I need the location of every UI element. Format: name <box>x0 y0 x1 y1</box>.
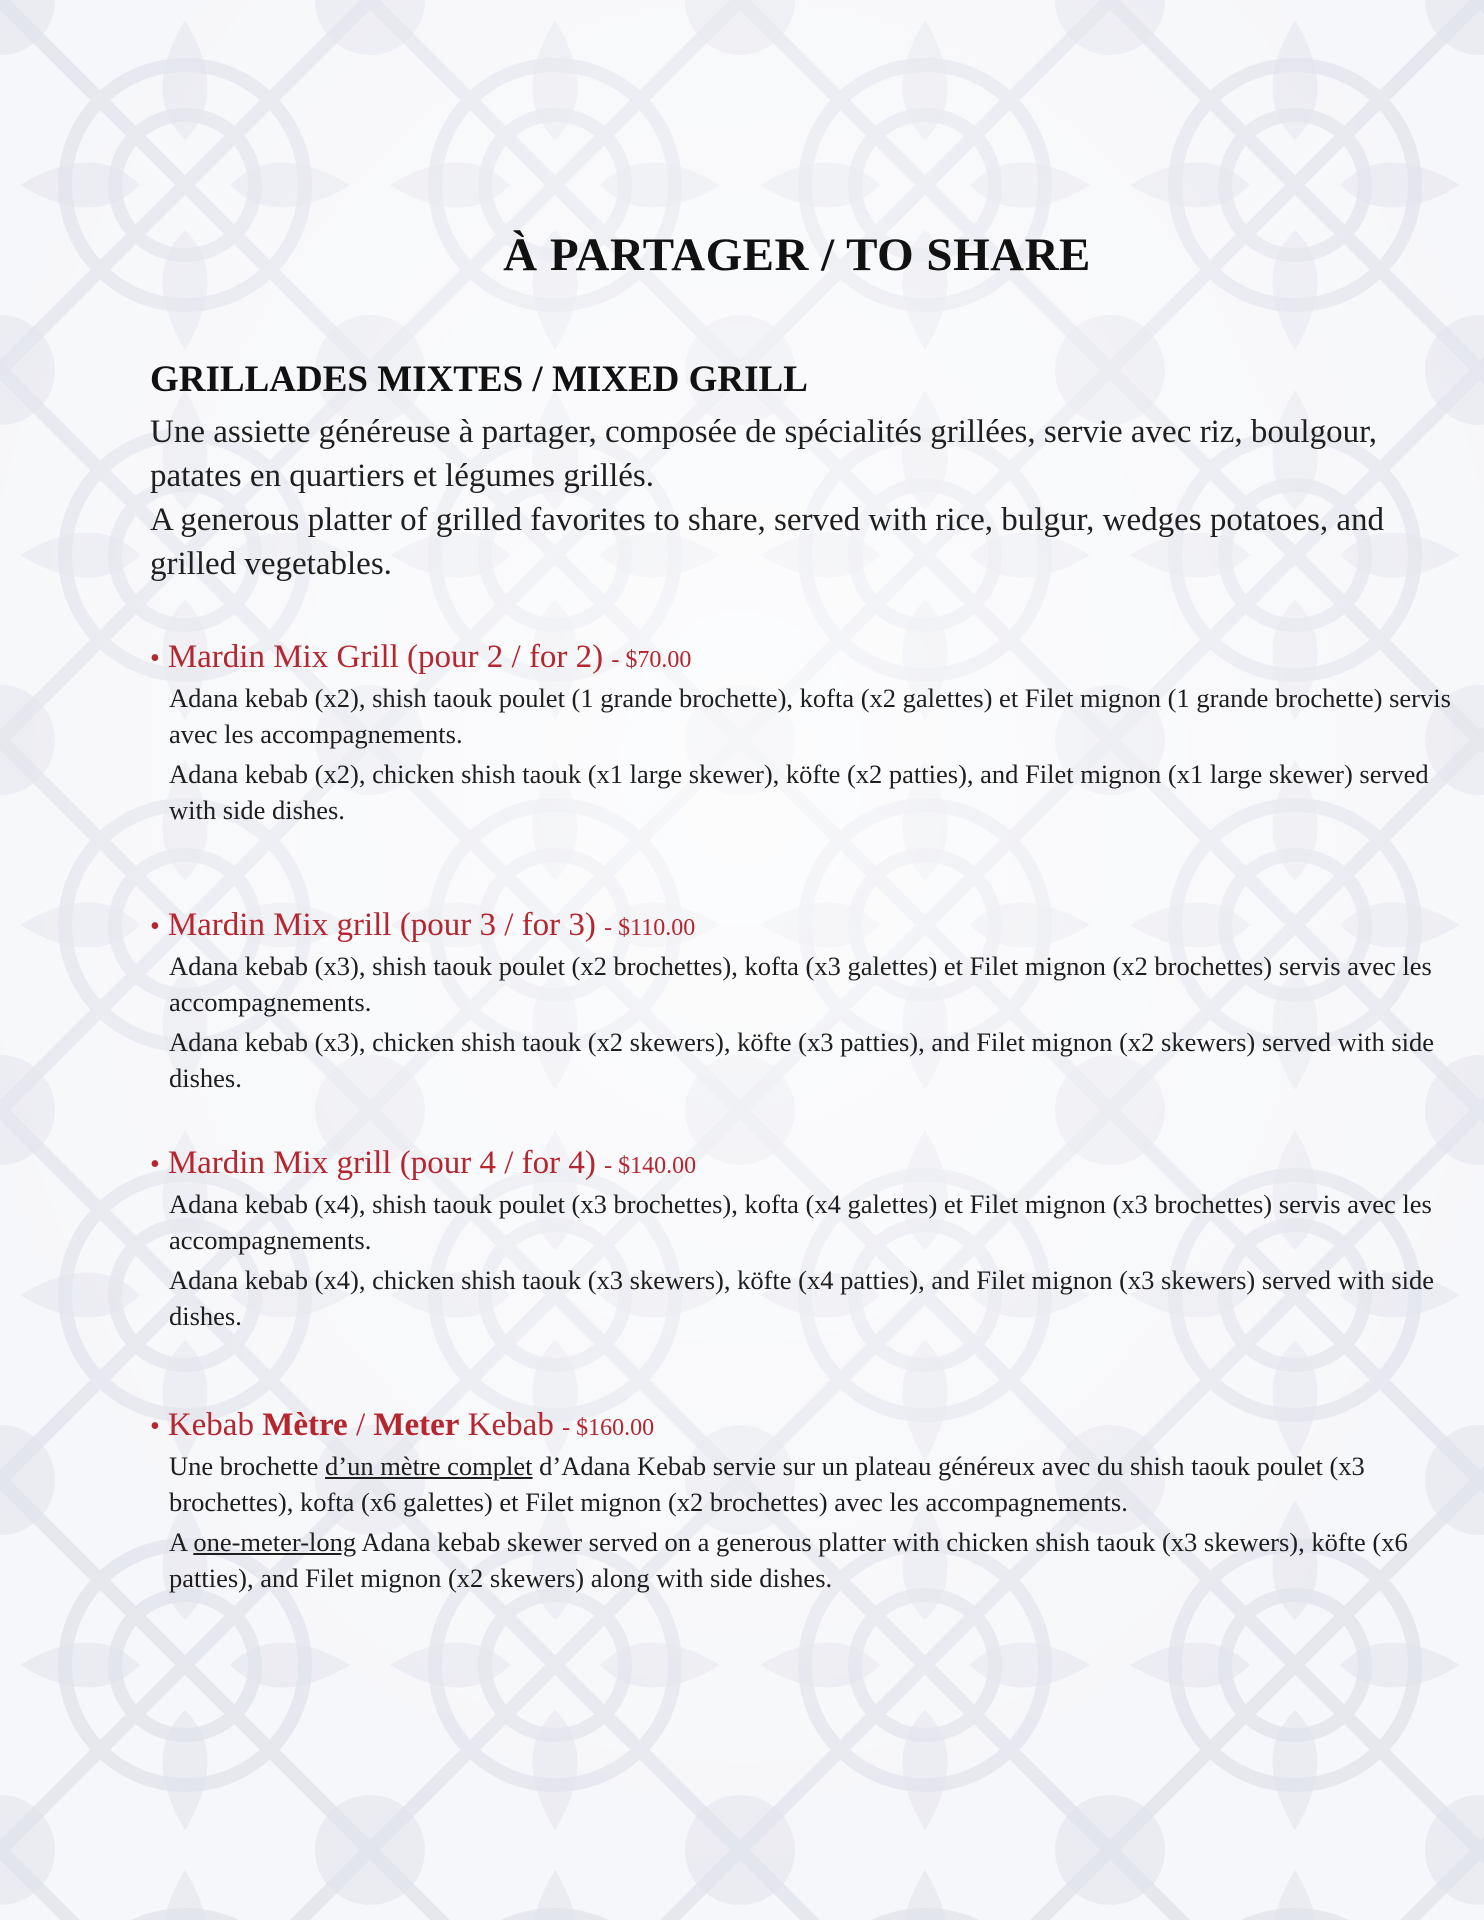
menu-item-description <box>169 1186 1459 1334</box>
menu-item-name-part: / <box>355 1407 366 1443</box>
description-text: A <box>169 1527 187 1557</box>
bullet-icon: • <box>150 911 160 942</box>
menu-item-header <box>150 1143 1450 1186</box>
menu-item-description-en: Adana kebab (x4), chicken shish taouk (x3 skewers), köfte (x4 patties), and Filet mignon (x3 skewers) served with side dishes. <box>169 1265 1435 1331</box>
menu-item-description-fr: Adana kebab (x2), shish taouk poulet (1 grande brochette), kofta (x2 galettes) et Filet mignon (1 grande brochette) servis avec les accompagnements. <box>169 683 1451 749</box>
menu-item-description <box>169 1448 1459 1596</box>
menu-item-header <box>150 637 1450 680</box>
menu-item-description-fr <box>169 1448 1459 1520</box>
menu-item <box>150 1143 1450 1334</box>
section-description <box>150 410 1420 586</box>
menu-item-name: Mardin Mix grill (pour 3 / for 3) <box>167 907 596 943</box>
menu-item-description-en: Adana kebab (x3), chicken shish taouk (x2 skewers), köfte (x3 patties), and Filet mignon (x2 skewers) served with side dishes. <box>169 1027 1435 1093</box>
description-text: Une brochette <box>169 1451 319 1481</box>
menu-item <box>150 1405 1450 1596</box>
menu-item-name: Mardin Mix Grill (pour 2 / for 2) <box>167 639 604 675</box>
menu-item-description-fr: Adana kebab (x4), shish taouk poulet (x3 brochettes), kofta (x4 galettes) et Filet mignon (x3 brochettes) servis avec les accompagnements. <box>169 1189 1432 1255</box>
menu-item <box>150 905 1450 1096</box>
menu-item-name-part: Meter <box>373 1407 460 1443</box>
bullet-icon: • <box>150 1149 160 1180</box>
menu-item-price: - $110.00 <box>604 915 696 941</box>
menu-item-price: - $160.00 <box>562 1415 655 1441</box>
menu-item <box>150 637 1450 828</box>
menu-item-header <box>150 905 1450 948</box>
menu-item-name-part: Mètre <box>262 1407 348 1443</box>
menu-item-description <box>169 680 1459 828</box>
menu-item-name-part: Kebab <box>167 1407 254 1443</box>
menu-item-name: Mardin Mix grill (pour 4 / for 4) <box>167 1145 596 1181</box>
section-title: GRILLADES MIXTES / MIXED GRILL <box>150 359 808 400</box>
section-description-en: A generous platter of grilled favorites to share, served with rice, bulgur, wedges potatoes, and grilled vegetables. <box>150 502 1384 582</box>
menu-item-price: - $140.00 <box>604 1153 697 1179</box>
menu-item-price: - $70.00 <box>611 647 692 673</box>
description-text: d’Adana Kebab servie sur un plateau généreux avec du shish taouk poulet (x3 brochettes), kofta (x6 galettes) et Filet mignon (x2 brochettes) avec les accompagnements. <box>169 1451 1365 1517</box>
description-underlined-text: d’un mètre complet <box>325 1451 533 1481</box>
menu-item-description-en: Adana kebab (x2), chicken shish taouk (x1 large skewer), köfte (x2 patties), and Filet mignon (x1 large skewer) served with side dishes. <box>169 759 1429 825</box>
page-title: À PARTAGER / TO SHARE <box>503 229 1091 281</box>
menu-item-header <box>150 1405 1450 1448</box>
menu-item-description-fr: Adana kebab (x3), shish taouk poulet (x2 brochettes), kofta (x3 galettes) et Filet mignon (x2 brochettes) servis avec les accompagnements. <box>169 951 1432 1017</box>
menu-item-description-en <box>169 1524 1459 1596</box>
bullet-icon: • <box>150 1411 160 1442</box>
bullet-icon: • <box>150 643 160 674</box>
description-underlined-text: one-meter-long <box>193 1527 357 1557</box>
menu-item-name-part: Kebab <box>467 1407 554 1443</box>
menu-item-description <box>169 948 1459 1096</box>
section-description-fr: Une assiette généreuse à partager, composée de spécialités grillées, servie avec riz, boulgour, patates en quartiers et légumes grillés. <box>150 414 1377 494</box>
description-text: Adana kebab skewer served on a generous platter with chicken shish taouk (x3 skewers), köfte (x6 patties), and Filet mignon (x2 skewers) along with side dishes. <box>169 1527 1408 1593</box>
